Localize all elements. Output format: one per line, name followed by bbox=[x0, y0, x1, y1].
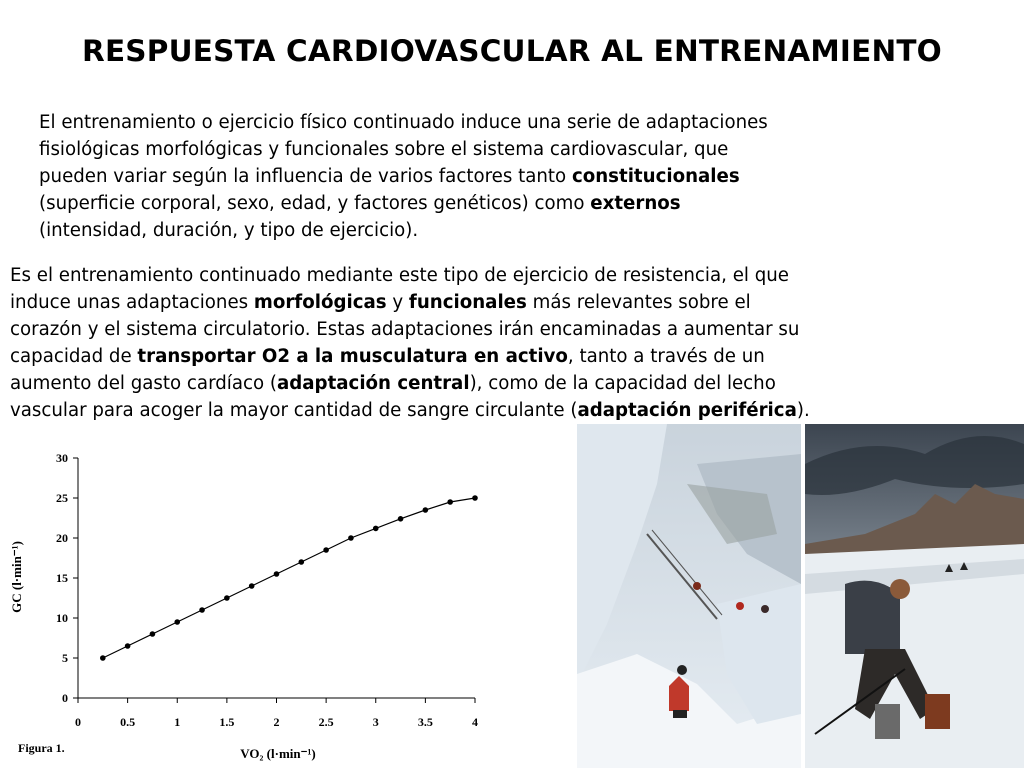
y-tick-label: 0 bbox=[62, 691, 68, 705]
y-tick-label: 20 bbox=[56, 531, 68, 545]
text-run: corazón y el sistema circulatorio. Estas adaptaciones irán encaminadas a aumentar su bbox=[10, 319, 800, 340]
paragraph-line bbox=[39, 190, 974, 217]
bold-text: morfológicas bbox=[253, 292, 387, 313]
text-run: (superficie corporal, sexo, edad, y factores genéticos) como bbox=[39, 193, 591, 214]
y-tick-label: 15 bbox=[56, 571, 68, 585]
data-point bbox=[125, 643, 131, 649]
x-axis-label: VO₂ (l·min⁻¹) bbox=[240, 746, 316, 761]
text-run: , tanto a través de un bbox=[567, 346, 765, 367]
paragraph-line bbox=[10, 343, 1020, 370]
intro-paragraph bbox=[39, 109, 974, 244]
data-point bbox=[323, 547, 329, 553]
slide-title: RESPUESTA CARDIOVASCULAR AL ENTRENAMIENTO bbox=[82, 34, 942, 68]
y-tick-label: 10 bbox=[56, 611, 68, 625]
text-run: más relevantes sobre el bbox=[526, 292, 751, 313]
y-tick-label: 25 bbox=[56, 491, 68, 505]
bold-text: funcionales bbox=[408, 292, 527, 313]
text-run: ). bbox=[796, 400, 810, 421]
paragraph-line bbox=[10, 370, 1020, 397]
chart-axes bbox=[78, 458, 475, 698]
data-point bbox=[199, 607, 205, 613]
data-point bbox=[348, 535, 354, 541]
paragraph-line bbox=[10, 397, 1020, 424]
text-run: aumento del gasto cardíaco ( bbox=[10, 373, 277, 394]
paragraph-line bbox=[10, 289, 1020, 316]
text-run: y bbox=[386, 292, 409, 313]
chart-ticks bbox=[56, 451, 478, 729]
data-point bbox=[224, 595, 230, 601]
bold-text: externos bbox=[590, 193, 681, 214]
y-tick-label: 5 bbox=[62, 651, 68, 665]
bold-text: transportar O2 a la musculatura en activo bbox=[137, 346, 568, 367]
data-point bbox=[100, 655, 106, 661]
text-run: (intensidad, duración, y tipo de ejercicio). bbox=[39, 220, 419, 241]
text-run: induce unas adaptaciones bbox=[10, 292, 254, 313]
text-run: fisiológicas morfológicas y funcionales sobre el sistema cardiovascular, que bbox=[39, 139, 729, 160]
paragraph-line bbox=[39, 109, 974, 136]
data-point bbox=[373, 526, 379, 532]
x-tick-label: 0 bbox=[75, 715, 81, 729]
x-tick-label: 1 bbox=[174, 715, 181, 729]
x-tick-label: 3 bbox=[372, 715, 379, 729]
data-point bbox=[447, 499, 453, 505]
data-point bbox=[249, 583, 255, 589]
y-tick-label: 30 bbox=[56, 451, 68, 465]
bold-text: adaptación central bbox=[276, 373, 470, 394]
photo-icefall-climbers bbox=[577, 424, 801, 768]
data-point bbox=[472, 495, 478, 501]
data-point bbox=[150, 631, 156, 637]
paragraph-line bbox=[39, 217, 974, 244]
bold-text: constitucionales bbox=[571, 166, 740, 187]
text-run: pueden variar según la influencia de varios factores tanto bbox=[39, 166, 572, 187]
x-tick-label: 2.5 bbox=[318, 715, 334, 729]
cardiac-output-chart bbox=[0, 440, 520, 768]
x-tick-label: 4 bbox=[472, 715, 478, 729]
text-run: El entrenamiento o ejercicio físico continuado induce una serie de adaptaciones bbox=[39, 112, 768, 133]
photo-snow-ridge-climber bbox=[805, 424, 1024, 768]
text-run: ), como de la capacidad del lecho bbox=[469, 373, 776, 394]
data-point bbox=[174, 619, 180, 625]
y-axis-label: GC (l·min⁻¹) bbox=[9, 541, 24, 613]
bold-text: adaptación periférica bbox=[577, 400, 797, 421]
text-run: capacidad de bbox=[10, 346, 138, 367]
text-run: vascular para acoger la mayor cantidad de sangre circulante ( bbox=[10, 400, 578, 421]
paragraph-line bbox=[39, 163, 974, 190]
x-tick-label: 2 bbox=[273, 715, 280, 729]
paragraph-line bbox=[10, 262, 1020, 289]
series-line bbox=[103, 498, 475, 658]
paragraph-line bbox=[10, 316, 1020, 343]
paragraph-line bbox=[39, 136, 974, 163]
chart-series bbox=[100, 495, 478, 661]
adaptations-paragraph bbox=[10, 262, 1020, 424]
data-point bbox=[274, 571, 280, 577]
data-point bbox=[398, 516, 404, 522]
data-point bbox=[423, 507, 429, 513]
x-tick-label: 0.5 bbox=[120, 715, 136, 729]
figure-caption: Figura 1. bbox=[18, 741, 65, 755]
x-tick-label: 3.5 bbox=[417, 715, 433, 729]
data-point bbox=[299, 559, 305, 565]
text-run: Es el entrenamiento continuado mediante este tipo de ejercicio de resistencia, el que bbox=[10, 265, 789, 286]
x-tick-label: 1.5 bbox=[219, 715, 235, 729]
